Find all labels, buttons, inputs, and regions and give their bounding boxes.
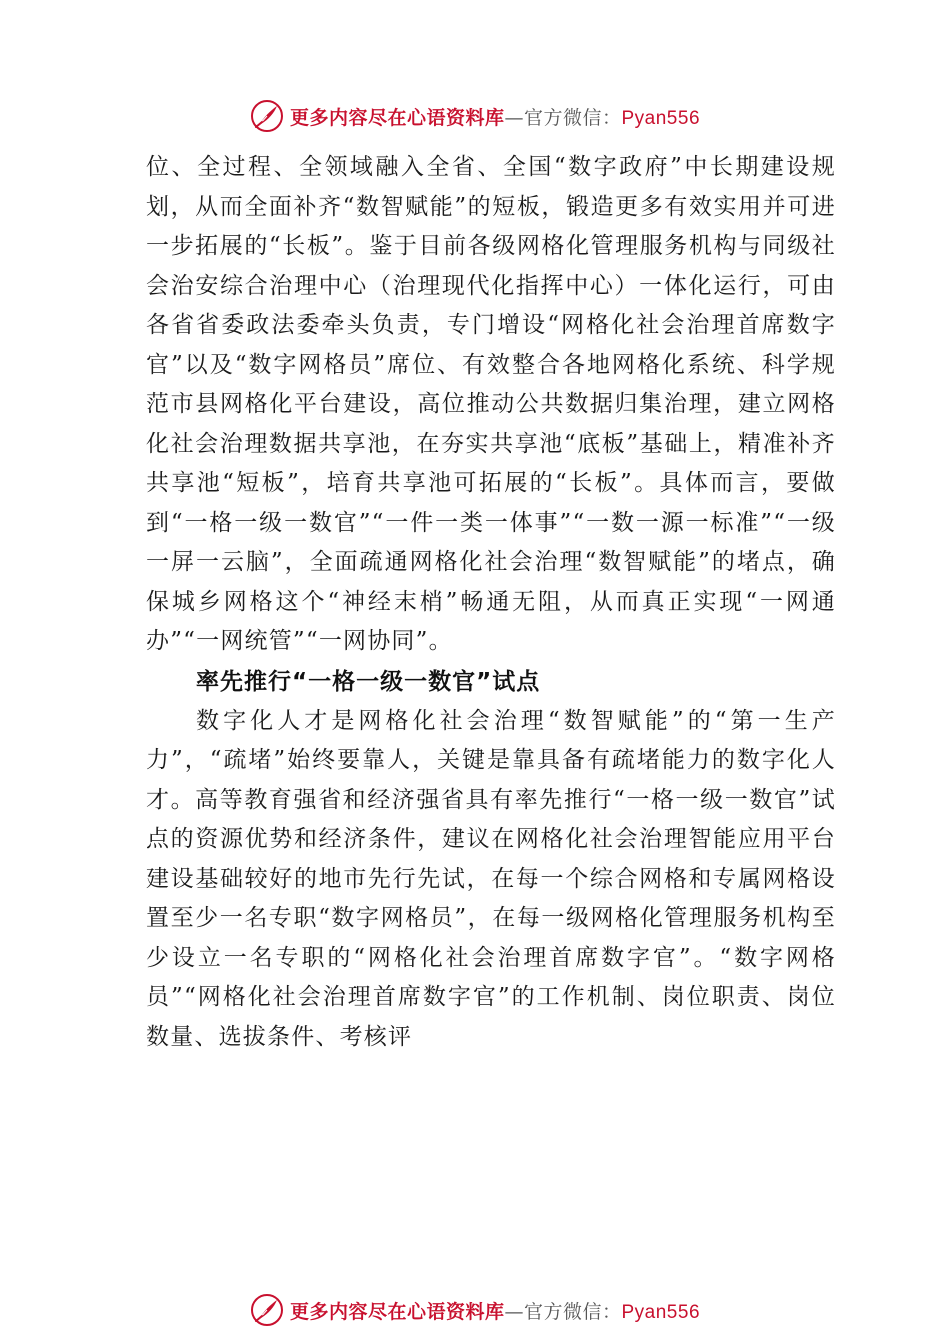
header-wechat-id: Pyan556 <box>621 107 701 129</box>
quill-logo-icon <box>250 1293 284 1327</box>
body-paragraph-2: 数字化人才是网格化社会治理“数智赋能”的“第一生产力”，“疏堵”始终要靠人，关键是靠具备有疏堵能力的数字化人才。高等教育强省和经济强省具有率先推行“一格一级一数官”试点的资源优势和经济条件，建议在网格化社会治理智能应用平台建设基础较好的地市先行先试，在每一个综合网格和专属网格设置至少一名专职“数字网格员”，在每一级网格化管理服务机构至少设立一名专职的“网格化社会治理首席数字官”。“数字网格员”“网格化社会治理首席数字官”的工作机制、岗位职责、岗位数量、选拔条件、考核评 <box>146 707 836 1050</box>
footer-banner-text <box>290 1297 700 1324</box>
header-wechat-label: —官方微信： <box>504 106 622 129</box>
document-body <box>146 148 836 1057</box>
footer-main-text: 更多内容尽在心语资料库 <box>289 1300 505 1323</box>
header-banner <box>0 96 950 136</box>
footer-banner <box>0 1290 950 1330</box>
body-paragraph-1: 位、全过程、全领域融入全省、全国“数字政府”中长期建设规划，从而全面补齐“数智赋能”的短板，锻造更多有效实用并可进一步拓展的“长板”。鉴于目前各级网格化管理服务机构与同级社会治安综合治理中心（治理现代化指挥中心）一体化运行，可由各省省委政法委牵头负责，专门增设“网格化社会治理首席数字官”以及“数字网格员”席位、有效整合各地网格化系统、科学规范市县网格化平台建设，高位推动公共数据归集治理，建立网格化社会治理数据共享池，在夯实共享池“底板”基础上，精准补齐共享池“短板”，培育共享池可拓展的“长板”。具体而言，要做到“一格一级一数官”“一件一类一体事”“一数一源一标准”“一级一屏一云脑”，全面疏通网格化社会治理“数智赋能”的堵点，确保城乡网格这个“神经末梢”畅通无阻，从而真正实现“一网通办”“一网统管”“一网协同”。 <box>146 154 836 654</box>
header-main-text: 更多内容尽在心语资料库 <box>289 106 505 129</box>
quill-logo-icon <box>250 99 284 133</box>
footer-wechat-id: Pyan556 <box>621 1301 701 1323</box>
footer-wechat-label: —官方微信： <box>504 1300 622 1323</box>
header-banner-text <box>290 103 700 130</box>
section-heading: 率先推行“一格一级一数官”试点 <box>196 668 541 695</box>
